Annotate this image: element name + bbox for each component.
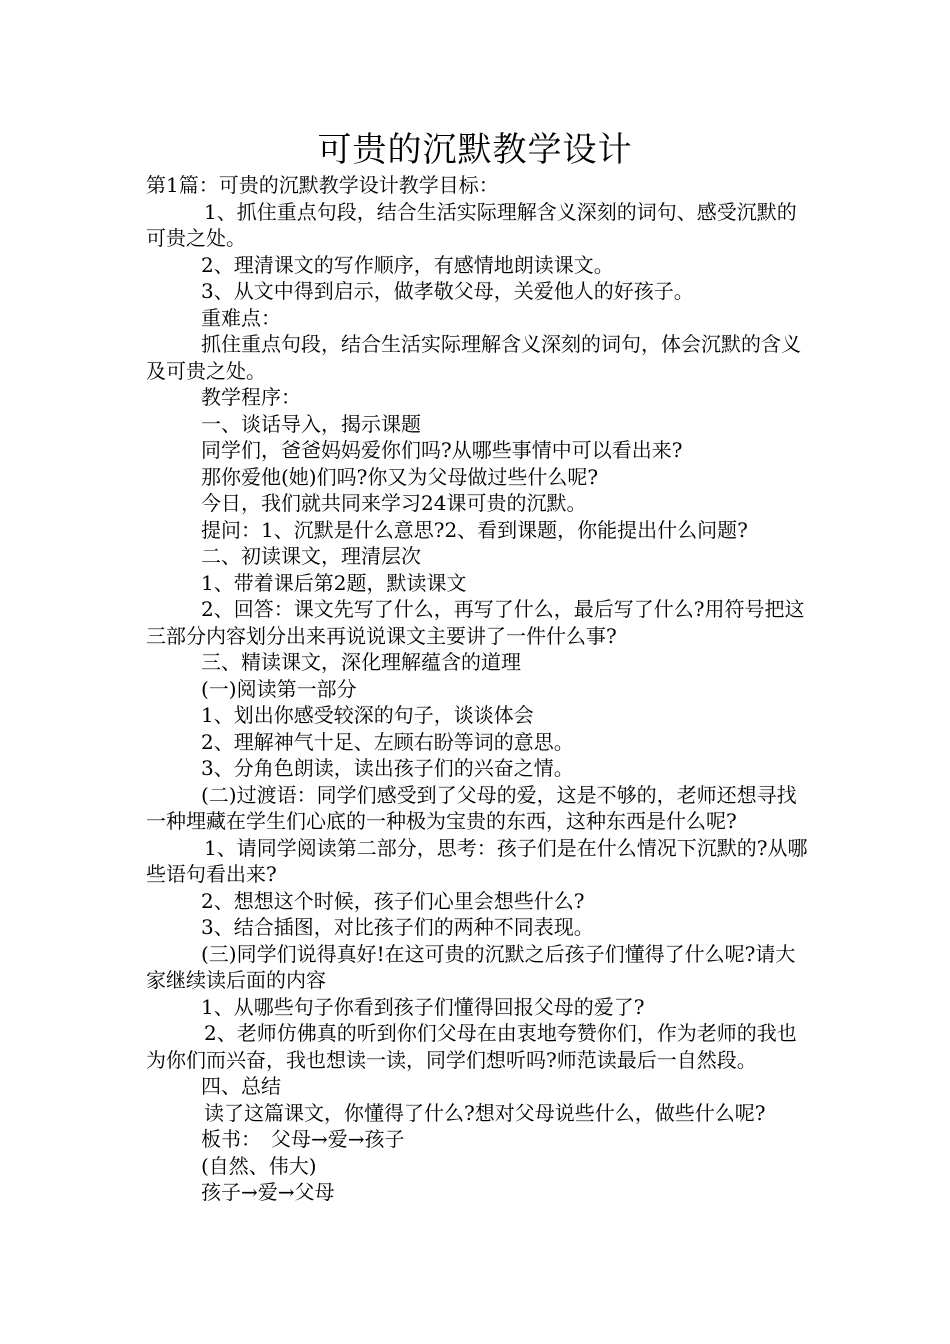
- paragraph: 1、从哪些句子你看到孩子们懂得回报父母的爱了?: [201, 994, 645, 1019]
- blackboard-line: 板书： 父母→爱→孩子: [201, 1127, 405, 1151]
- paragraph: 1、抓住重点句段，结合生活实际理解含义深刻的词句、感受沉默的可贵之处。: [146, 199, 797, 250]
- paragraph: 今日，我们就共同来学习24课可贵的沉默。: [201, 491, 587, 515]
- section-heading: 四、总结: [201, 1074, 281, 1098]
- paragraph: 2、想想这个时候，孩子们心里会想些什么?: [201, 888, 585, 913]
- paragraph: 抓住重点句段，结合生活实际理解含义深刻的词句，体会沉默的含义及可贵之处。: [146, 332, 801, 383]
- paragraph: 1、划出你感受较深的句子，谈谈体会: [201, 703, 534, 727]
- paragraph: 1、请同学阅读第二部分，思考：孩子们是在什么情况下沉默的?从哪些语句看出来?: [146, 835, 808, 886]
- paragraph: 那你爱他(她)们吗?你又为父母做过些什么呢?: [201, 464, 599, 489]
- paragraph: 3、从文中得到启示，做孝敬父母，关爱他人的好孩子。: [201, 279, 694, 303]
- paragraph: 2、回答：课文先写了什么，再写了什么，最后写了什么?用符号把这三部分内容划分出来再说说课文主要讲了一件什么事?: [146, 597, 805, 648]
- paragraph: 2、老师仿佛真的听到你们父母在由衷地夸赞你们，作为老师的我也为你们而兴奋，我也想读一读，同学们想听吗?师范读最后一自然段。: [146, 1021, 797, 1072]
- paragraph: 提问：1、沉默是什么意思?2、看到课题，你能提出什么问题?: [201, 517, 748, 542]
- document-title: 可贵的沉默教学设计: [317, 130, 633, 170]
- section-heading: 二、初读课文，理清层次: [201, 544, 421, 568]
- paragraph: 3、结合插图，对比孩子们的两种不同表现。: [201, 915, 594, 939]
- paragraph: 同学们，爸爸妈妈爱你们吗?从哪些事情中可以看出来?: [201, 438, 683, 462]
- section-heading: 一、谈话导入，揭示课题: [201, 411, 421, 436]
- paragraph: 2、理清课文的写作顺序，有感情地朗读课文。: [201, 252, 614, 277]
- paragraph: (三)同学们说得真好!在这可贵的沉默之后孩子们懂得了什么呢?请大家继续读后面的内容: [146, 941, 796, 992]
- paragraph: 2、理解神气十足、左顾右盼等词的意思。: [201, 729, 574, 754]
- blackboard-line: (自然、伟大): [201, 1153, 317, 1178]
- section-heading: 教学程序：: [201, 385, 301, 409]
- paragraph: (二)过渡语：同学们感受到了父母的爱，这是不够的，老师还想寻找一种埋藏在学生们心底的一种极为宝贵的东西，这种东西是什么呢?: [146, 782, 797, 833]
- paragraph-intro: 第1篇：可贵的沉默教学设计教学目标：: [146, 173, 499, 197]
- section-heading: 三、精读课文，深化理解蕴含的道理: [201, 650, 521, 674]
- paragraph: 3、分角色朗读，读出孩子们的兴奋之情。: [201, 756, 574, 780]
- blackboard-line: 孩子→爱→父母: [201, 1180, 335, 1204]
- paragraph: 读了这篇课文，你懂得了什么?想对父母说些什么，做些什么呢?: [204, 1100, 766, 1125]
- paragraph: 1、带着课后第2题，默读课文: [201, 570, 467, 595]
- paragraph: (一)阅读第一部分: [201, 676, 357, 701]
- document-body: [146, 172, 810, 1206]
- section-heading: 重难点：: [201, 305, 281, 330]
